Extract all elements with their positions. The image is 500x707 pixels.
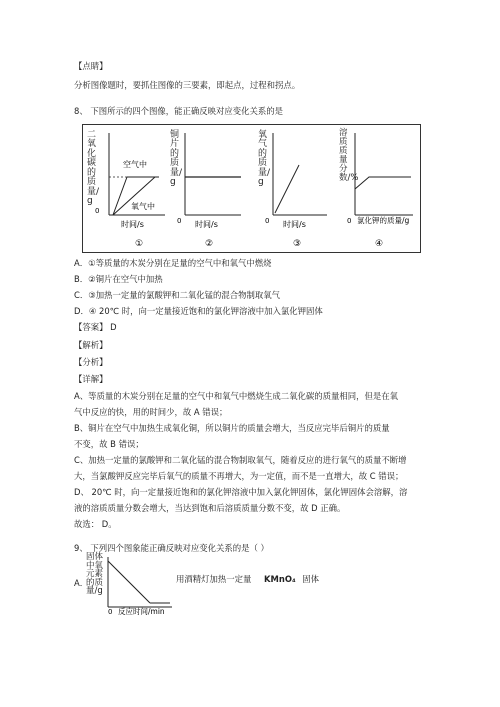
chart-3-xlabel: 时间/s bbox=[283, 220, 306, 229]
chart-3-line bbox=[275, 165, 299, 213]
q8-stem: 8、 下图所示的四个图像，能正确反映对应变化关系的是 bbox=[74, 106, 283, 116]
chart-4 bbox=[347, 133, 413, 249]
chart-4-origin: 0 bbox=[347, 217, 352, 225]
q9-option-a-tail: 固体 bbox=[302, 574, 320, 584]
q8-detail-line: D、 20℃ 时，向一定量接近饱和的氯化钾溶液中加入氯化钾固体，氯化钾固体会溶解，溶 bbox=[74, 487, 408, 497]
tip-body: 分析图像题时，要抓住图像的三要素，即起点，过程和拐点。 bbox=[74, 80, 301, 90]
chart-4-xlabel: 氯化钾的质量/g bbox=[357, 216, 410, 225]
q8-option-c: C．③加热一定量的氯酸钾和二氧化锰的混合物制取氧气 bbox=[74, 290, 280, 300]
q8-charts-svg bbox=[83, 125, 420, 252]
q8-detail-heading: 【详解】 bbox=[74, 374, 108, 384]
q9-chart-xlabel: 反应时间/min bbox=[118, 607, 165, 615]
q8-option-a: A．①等质量的木炭分别在足量的空气中和氧气中燃烧 bbox=[74, 258, 272, 268]
q9-stem: 9、 下列四个图象能正确反映对应变化关系的是（ ） bbox=[74, 543, 269, 553]
chart-1-xlabel: 时间/s bbox=[121, 220, 144, 229]
q8-option-d: D．④ 20℃ 时，向一定量接近饱和的氯化钾溶液中加入氯化钾固体 bbox=[74, 306, 323, 316]
chart-1-ylabel: 二氧化碳的质量/g bbox=[87, 130, 100, 207]
chart-3-number: ③ bbox=[293, 239, 302, 249]
q8-detail-line: 故选： D。 bbox=[74, 519, 117, 529]
chart-1 bbox=[95, 133, 165, 249]
q8-fenxi-heading: 【分析】 bbox=[74, 357, 108, 367]
q8-option-b: B．②铜片在空气中加热 bbox=[74, 274, 163, 284]
q8-detail-line: 不变，故 B 错误； bbox=[74, 439, 144, 449]
chart-4-ylabel: 溶质质量分数/% bbox=[339, 128, 359, 183]
q8-figure-panel bbox=[82, 124, 421, 253]
q9-option-a-desc: 用酒精灯加热一定量 bbox=[176, 574, 252, 584]
q8-detail-line: 气中反应的快，用的时间少，故 A 错误； bbox=[74, 407, 228, 417]
q8-detail-line: 大，当氯酸钾反应完毕后氧气的质量不再增大，为一定值，而不是一直增大，故 C 错误； bbox=[74, 471, 404, 481]
chart-1-number: ① bbox=[135, 239, 144, 249]
q9-figure bbox=[86, 552, 176, 615]
chart-4-line bbox=[355, 177, 411, 189]
q9-chart-line bbox=[108, 561, 150, 603]
q9-chart-ylabel: 固体中氧元素的质量/g bbox=[86, 552, 104, 596]
chart-3-ylabel: 氧气的质量/g bbox=[258, 130, 271, 188]
q8-detail-line: C、加热一定量的氯酸钾和二氧化锰的混合物制取氧气，随着反应的进行氧气的质量不断增 bbox=[74, 455, 407, 465]
q9-chart-origin: 0 bbox=[108, 608, 113, 615]
q8-answer: 【答案】 D bbox=[74, 322, 117, 332]
chart-1-origin: 0 bbox=[95, 207, 100, 215]
chart-3 bbox=[265, 133, 327, 249]
chart-2 bbox=[177, 133, 241, 249]
chart-2-xlabel: 时间/s bbox=[195, 220, 218, 229]
tip-heading: 【点睛】 bbox=[74, 61, 108, 71]
q9-option-a-letter: A． bbox=[74, 578, 89, 588]
chart-3-origin: 0 bbox=[265, 217, 270, 225]
chart-4-number: ④ bbox=[375, 239, 384, 249]
q9-option-a-text bbox=[176, 574, 319, 585]
q8-detail-line: B、铜片在空气中加热生成氧化铜，所以铜片的质量会增大，当反应完毕后铜片的质量 bbox=[74, 423, 390, 433]
q8-analysis-heading: 【解析】 bbox=[74, 340, 108, 350]
q8-detail-line: A、等质量的木炭分别在足量的空气中和氧气中燃烧生成二氧化碳的质量相同，但是在氧 bbox=[74, 391, 398, 401]
chart-2-ylabel: 铜片的质量/g bbox=[170, 130, 183, 188]
q8-detail-line: 液的溶质质量分数会增大，当达到饱和后溶质质量分数不变，故 D 正确。 bbox=[74, 503, 346, 513]
chart-1-series-air: 空气中 bbox=[123, 160, 147, 169]
chart-2-number: ② bbox=[205, 239, 214, 249]
chart-2-origin: 0 bbox=[177, 217, 182, 225]
chart-1-series-oxygen: 氧气中 bbox=[131, 202, 155, 211]
q9-option-a-chem: KMnO₄ bbox=[264, 574, 296, 584]
